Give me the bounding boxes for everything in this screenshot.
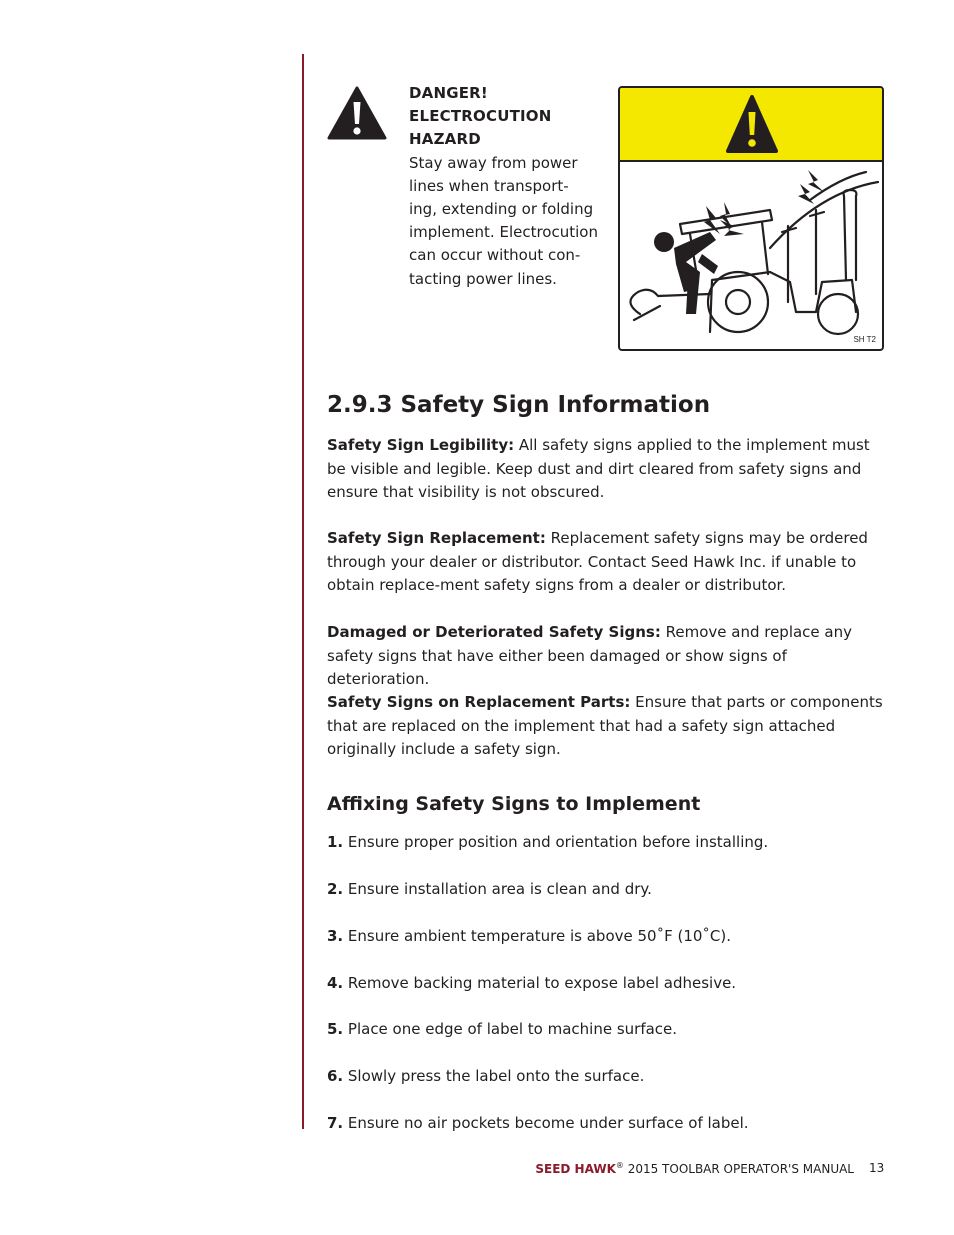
paragraph-label: Safety Signs on Replacement Parts: bbox=[327, 693, 631, 711]
danger-body-line: can occur without con- bbox=[409, 246, 581, 265]
step-number: 7. bbox=[327, 1114, 344, 1132]
electrocution-safety-sign bbox=[618, 86, 884, 351]
danger-title-line: DANGER! bbox=[409, 84, 488, 102]
paragraph-replacement bbox=[327, 527, 883, 598]
list-item bbox=[327, 926, 883, 946]
danger-body-line: Stay away from power bbox=[409, 153, 578, 172]
footer-brand: SEED HAWK bbox=[535, 1162, 616, 1176]
paragraph-text: Ensure that parts or components that are replaced on the implement that had a safety sign attached originally include a safety sign. bbox=[327, 693, 883, 758]
step-text: Ensure installation area is clean and dry. bbox=[343, 880, 652, 898]
list-item bbox=[327, 1113, 883, 1133]
danger-title-line: HAZARD bbox=[409, 130, 481, 149]
danger-body-line: implement. Electrocution bbox=[409, 223, 598, 242]
step-number: 1. bbox=[327, 833, 344, 851]
step-text: Ensure ambient temperature is above 50˚F (10˚C). bbox=[343, 927, 732, 945]
paragraph-damaged bbox=[327, 621, 883, 692]
list-item bbox=[327, 832, 883, 852]
danger-body-line: lines when transport- bbox=[409, 176, 569, 195]
step-number: 2. bbox=[327, 880, 344, 898]
electrocution-pictogram-icon bbox=[620, 162, 882, 350]
danger-warning-text bbox=[409, 82, 599, 291]
paragraph-text: Replacement safety signs may be ordered through your dealer or distributor. Contact Seed Hawk Inc. if unable to obtain replace-ment safety signs from a dealer or distributor. bbox=[327, 529, 868, 594]
danger-body-line: ing, extending or folding bbox=[409, 200, 594, 219]
registered-mark: ® bbox=[615, 1161, 624, 1170]
page-footer bbox=[535, 1161, 854, 1176]
warning-triangle-icon bbox=[327, 86, 387, 140]
step-text: Place one edge of label to machine surface. bbox=[343, 1020, 678, 1038]
paragraph-replacement-parts bbox=[327, 691, 883, 762]
paragraph-text: All safety signs applied to the implement must be visible and legible. Keep dust and dirt cleared from safety signs and ensure that visibility is not obscured. bbox=[327, 436, 870, 501]
paragraph-label: Safety Sign Replacement: bbox=[327, 529, 546, 547]
paragraph-text: Remove and replace any safety signs that have either been damaged or show signs of deterioration. bbox=[327, 623, 853, 688]
page-number: 13 bbox=[869, 1161, 885, 1175]
step-text: Ensure no air pockets become under surface of label. bbox=[343, 1114, 749, 1132]
margin-rule bbox=[302, 54, 304, 1129]
list-item bbox=[327, 973, 883, 993]
paragraph-legibility bbox=[327, 434, 883, 505]
step-number: 6. bbox=[327, 1067, 344, 1085]
list-item bbox=[327, 1066, 883, 1086]
step-number: 5. bbox=[327, 1020, 344, 1038]
step-text: Slowly press the label onto the surface. bbox=[343, 1067, 645, 1085]
sign-warning-triangle-icon bbox=[726, 94, 778, 154]
sign-code-label: SH T2 bbox=[853, 335, 876, 344]
danger-title-line: ELECTROCUTION bbox=[409, 107, 552, 126]
step-number: 4. bbox=[327, 974, 344, 992]
section-title: 2.9.3 Safety Sign Information bbox=[327, 392, 711, 418]
paragraph-label: Safety Sign Legibility: bbox=[327, 436, 515, 454]
subsection-title: Affixing Safety Signs to Implement bbox=[327, 793, 701, 815]
danger-body-line: tacting power lines. bbox=[409, 269, 557, 288]
footer-manual-title: 2015 TOOLBAR OPERATOR'S MANUAL bbox=[623, 1162, 854, 1176]
sign-header bbox=[620, 88, 882, 162]
list-item bbox=[327, 879, 883, 899]
step-number: 3. bbox=[327, 927, 344, 945]
paragraph-label: Damaged or Deteriorated Safety Signs: bbox=[327, 623, 661, 641]
list-item bbox=[327, 1019, 883, 1039]
step-text: Remove backing material to expose label adhesive. bbox=[343, 974, 737, 992]
step-text: Ensure proper position and orientation before installing. bbox=[343, 833, 769, 851]
